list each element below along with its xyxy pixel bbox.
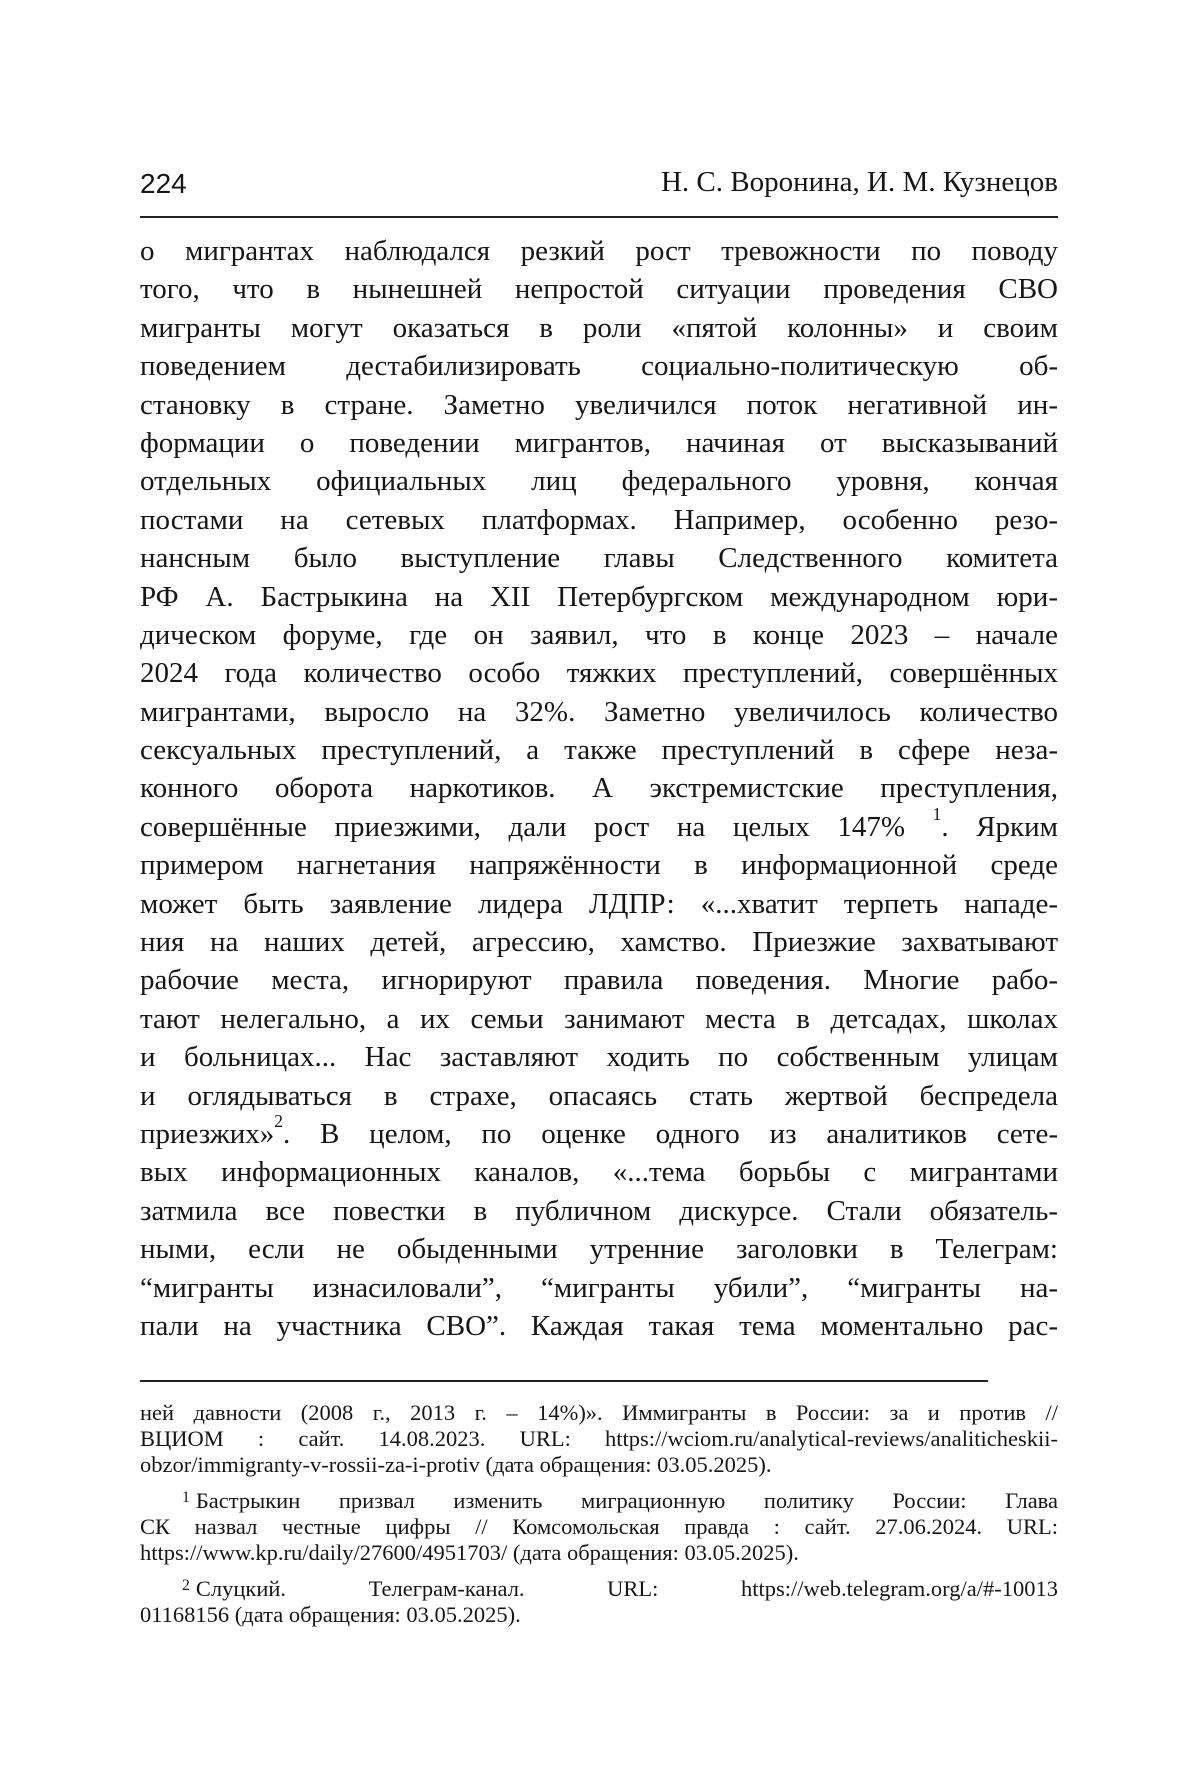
footnote-1 bbox=[140, 1488, 1058, 1566]
running-header-authors: Н. С. Воронина, И. М. Кузнецов bbox=[660, 166, 1058, 198]
footnote-line bbox=[140, 1488, 1058, 1514]
text-segment: . Ярким bbox=[941, 810, 1059, 843]
text-line: формации о поведении мигрантов, начиная от высказываний bbox=[140, 426, 1058, 459]
text-line: 2024 года количество особо тяжких преступлений, совершённых bbox=[140, 657, 1058, 690]
text-line: дическом форуме, где он заявил, что в конце 2023 – начале bbox=[140, 618, 1058, 651]
text-line: примером нагнетания напряжённости в информационной среде bbox=[140, 849, 1058, 882]
text-line: постами на сетевых платформах. Например, особенно резо- bbox=[140, 503, 1058, 536]
text-line: поведением дестабилизировать социально-политическую об- bbox=[140, 350, 1058, 383]
text-line: может быть заявление лидера ЛДПР: «...хватит терпеть нападе- bbox=[140, 887, 1058, 920]
footnote-line bbox=[140, 1576, 1058, 1602]
footnote-line: https://www.kp.ru/daily/27600/4951703/ (дата обращения: 03.05.2025). bbox=[140, 1540, 799, 1565]
footnote-number: 2 bbox=[182, 1577, 190, 1594]
text-line: пали на участника СВО”. Каждая такая тема моментально рас- bbox=[140, 1309, 1058, 1342]
footnote-line: ВЦИОМ : сайт. 14.08.2023. URL: https://wciom.ru/analytical-reviews/analiticheskii- bbox=[140, 1426, 1058, 1451]
footnote-line: 01168156 (дата обращения: 03.05.2025). bbox=[140, 1602, 521, 1627]
text-line: мигранты могут оказаться в роли «пятой колонны» и своим bbox=[140, 311, 1058, 344]
text-line: и оглядываться в страхе, опасаясь стать жертвой беспредела bbox=[140, 1079, 1058, 1112]
text-line: затмила все повестки в публичном дискурсе. Стали обязатель- bbox=[140, 1194, 1058, 1227]
footnote-text: Слуцкий. Телеграм-канал. URL: https://web.telegram.org/a/#-10013 bbox=[195, 1576, 1058, 1601]
footnotes bbox=[140, 1400, 1058, 1638]
main-text bbox=[140, 232, 1058, 1345]
text-line: конного оборота наркотиков. А экстремистские преступления, bbox=[140, 772, 1058, 805]
footnote-divider bbox=[140, 1380, 988, 1382]
footnote-ref-1[interactable]: 1 bbox=[932, 803, 942, 824]
text-line: РФ А. Бастрыкина на XII Петербургском международном юри- bbox=[140, 580, 1058, 613]
text-line: нансным было выступление главы Следственного комитета bbox=[140, 542, 1058, 575]
page-number: 224 bbox=[140, 168, 187, 199]
footnote-line: СК назвал честные цифры // Комсомольская правда : сайт. 27.06.2024. URL: bbox=[140, 1514, 1058, 1539]
text-line: “мигранты изнасиловали”, “мигранты убили”, “мигранты на- bbox=[140, 1271, 1058, 1304]
text-line: вых информационных каналов, «...тема борьбы с мигрантами bbox=[140, 1156, 1058, 1189]
text-line: ния на наших детей, агрессию, хамство. Приезжие захватывают bbox=[140, 926, 1058, 959]
footnote-continued bbox=[140, 1400, 1058, 1478]
text-line-with-footnote-ref bbox=[140, 803, 1059, 846]
text-line: мигрантами, выросло на 32%. Заметно увеличилось количество bbox=[140, 695, 1058, 728]
text-line: того, что в нынешней непростой ситуации проведения СВО bbox=[140, 273, 1058, 306]
text-line: ными, если не обыденными утренние заголовки в Телеграм: bbox=[140, 1233, 1058, 1266]
footnote-text: Бастрыкин призвал изменить миграционную политику России: Глава bbox=[195, 1488, 1058, 1513]
text-line: становку в стране. Заметно увеличился поток негативной ин- bbox=[140, 388, 1058, 421]
header-divider bbox=[140, 216, 1058, 218]
text-line: тают нелегально, а их семьи занимают места в детсадах, школах bbox=[140, 1002, 1058, 1035]
text-line: рабочие места, игнорируют правила поведения. Многие рабо- bbox=[140, 964, 1058, 997]
text-line: и больницах... Нас заставляют ходить по собственным улицам bbox=[140, 1041, 1058, 1074]
footnote-line: obzor/immigranty-v-rossii-za-i-protiv (дата обращения: 03.05.2025). bbox=[140, 1452, 772, 1477]
footnote-ref-2[interactable]: 2 bbox=[274, 1110, 283, 1131]
running-header bbox=[140, 160, 1058, 204]
footnote-line: ней давности (2008 г., 2013 г. – 14%)». Иммигранты в России: за и против // bbox=[140, 1400, 1058, 1425]
text-segment: . В целом, по оценке одного из аналитиков сете- bbox=[282, 1117, 1058, 1150]
text-line-with-footnote-ref bbox=[140, 1110, 1058, 1153]
text-line: отдельных официальных лиц федерального уровня, кончая bbox=[140, 465, 1058, 498]
footnote-number: 1 bbox=[182, 1489, 190, 1506]
footnote-2 bbox=[140, 1576, 1058, 1628]
text-line: о мигрантах наблюдался резкий рост тревожности по поводу bbox=[140, 235, 1058, 267]
text-segment: приезжих» bbox=[140, 1117, 275, 1150]
text-line: сексуальных преступлений, а также преступлений в сфере неза- bbox=[140, 734, 1058, 767]
text-segment: совершённые приезжими, дали рост на целых 147% bbox=[140, 810, 905, 843]
